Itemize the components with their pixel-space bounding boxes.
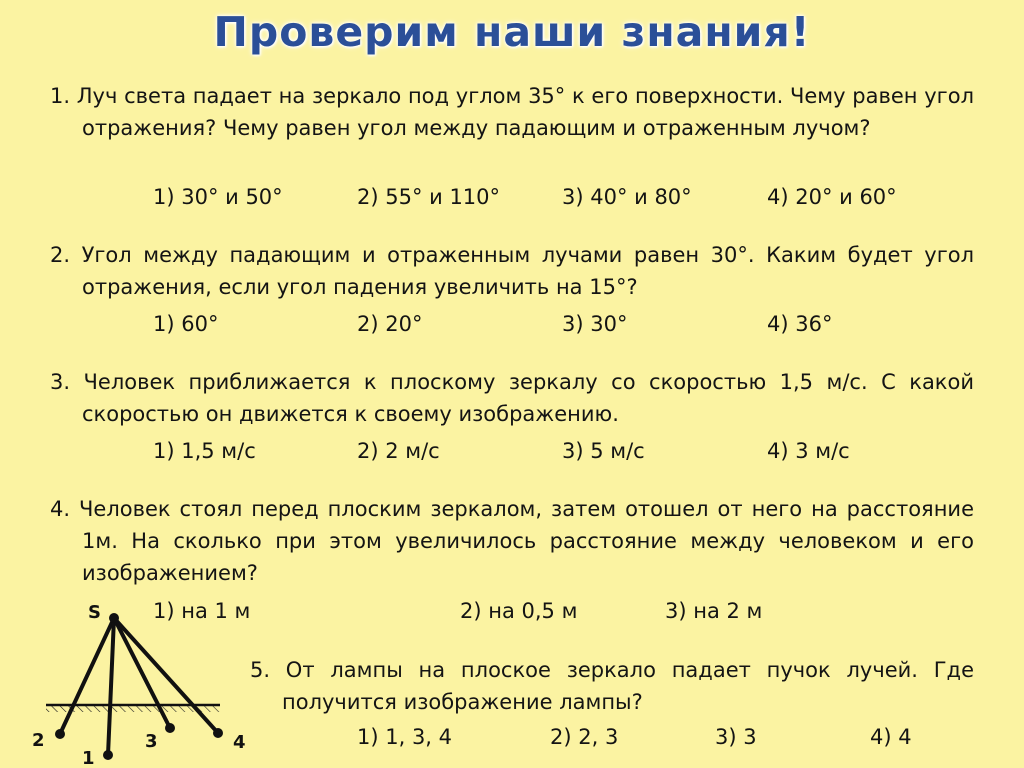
label-source-s: S <box>88 602 101 623</box>
label-point-4: 4 <box>233 732 246 753</box>
mirror-rays-figure <box>30 600 250 768</box>
q1-option-2[interactable]: 2) 55° и 110° <box>357 185 501 209</box>
q3-option-1[interactable]: 1) 1,5 м/с <box>153 439 256 463</box>
q1-option-1[interactable]: 1) 30° и 50° <box>153 185 283 209</box>
point-2 <box>55 729 65 739</box>
q4-option-1[interactable]: 1) на 1 м <box>153 599 251 623</box>
q4-option-2[interactable]: 2) на 0,5 м <box>460 599 578 623</box>
q5-option-2[interactable]: 2) 2, 3 <box>550 725 619 749</box>
question-3 <box>50 366 974 430</box>
q5-option-1[interactable]: 1) 1, 3, 4 <box>357 725 453 749</box>
ray-to-point-2 <box>60 618 114 734</box>
question-4 <box>50 493 974 589</box>
q1-option-3[interactable]: 3) 40° и 80° <box>562 185 692 209</box>
label-point-1: 1 <box>82 748 95 768</box>
question-1 <box>50 80 974 144</box>
question-4-text: 4. Человек стоял перед плоским зеркалом, затем отошел от него на расстояние 1м. На сколько при этом увеличилось расстояние между человеком и его изображением? <box>50 497 974 585</box>
question-3-text: 3. Человек приближается к плоскому зеркалу со скоростью 1,5 м/с. С какой скоростью он движется к своему изображению. <box>50 370 974 426</box>
q2-option-3[interactable]: 3) 30° <box>562 312 628 336</box>
question-1-text: 1. Луч света падает на зеркало под углом 35° к его поверхности. Чему равен угол отражения? Чему равен угол между падающим и отраженным лучом? <box>50 84 974 140</box>
q2-option-4[interactable]: 4) 36° <box>767 312 833 336</box>
q3-option-4[interactable]: 4) 3 м/с <box>767 439 850 463</box>
q3-option-2[interactable]: 2) 2 м/с <box>357 439 440 463</box>
lamp-source-point <box>109 613 119 623</box>
q2-option-1[interactable]: 1) 60° <box>153 312 219 336</box>
question-2 <box>50 239 974 303</box>
label-point-3: 3 <box>145 731 158 752</box>
slide-title: Проверим наши знания! <box>213 8 811 56</box>
q2-option-2[interactable]: 2) 20° <box>357 312 423 336</box>
question-2-text: 2. Угол между падающим и отраженным лучами равен 30°. Каким будет угол отражения, если угол падения увеличить на 15°? <box>50 243 974 299</box>
q4-option-3[interactable]: 3) на 2 м <box>665 599 763 623</box>
point-4 <box>213 728 223 738</box>
q5-option-3[interactable]: 3) 3 <box>715 725 757 749</box>
q3-option-3[interactable]: 3) 5 м/с <box>562 439 645 463</box>
point-1 <box>103 750 113 760</box>
q1-option-4[interactable]: 4) 20° и 60° <box>767 185 897 209</box>
ray-to-point-1 <box>108 618 114 755</box>
question-5 <box>250 654 974 718</box>
q5-option-4[interactable]: 4) 4 <box>870 725 912 749</box>
label-point-2: 2 <box>32 730 45 751</box>
point-3 <box>165 723 175 733</box>
question-5-text: 5. От лампы на плоское зеркало падает пучок лучей. Где получится изображение лампы? <box>250 658 974 714</box>
